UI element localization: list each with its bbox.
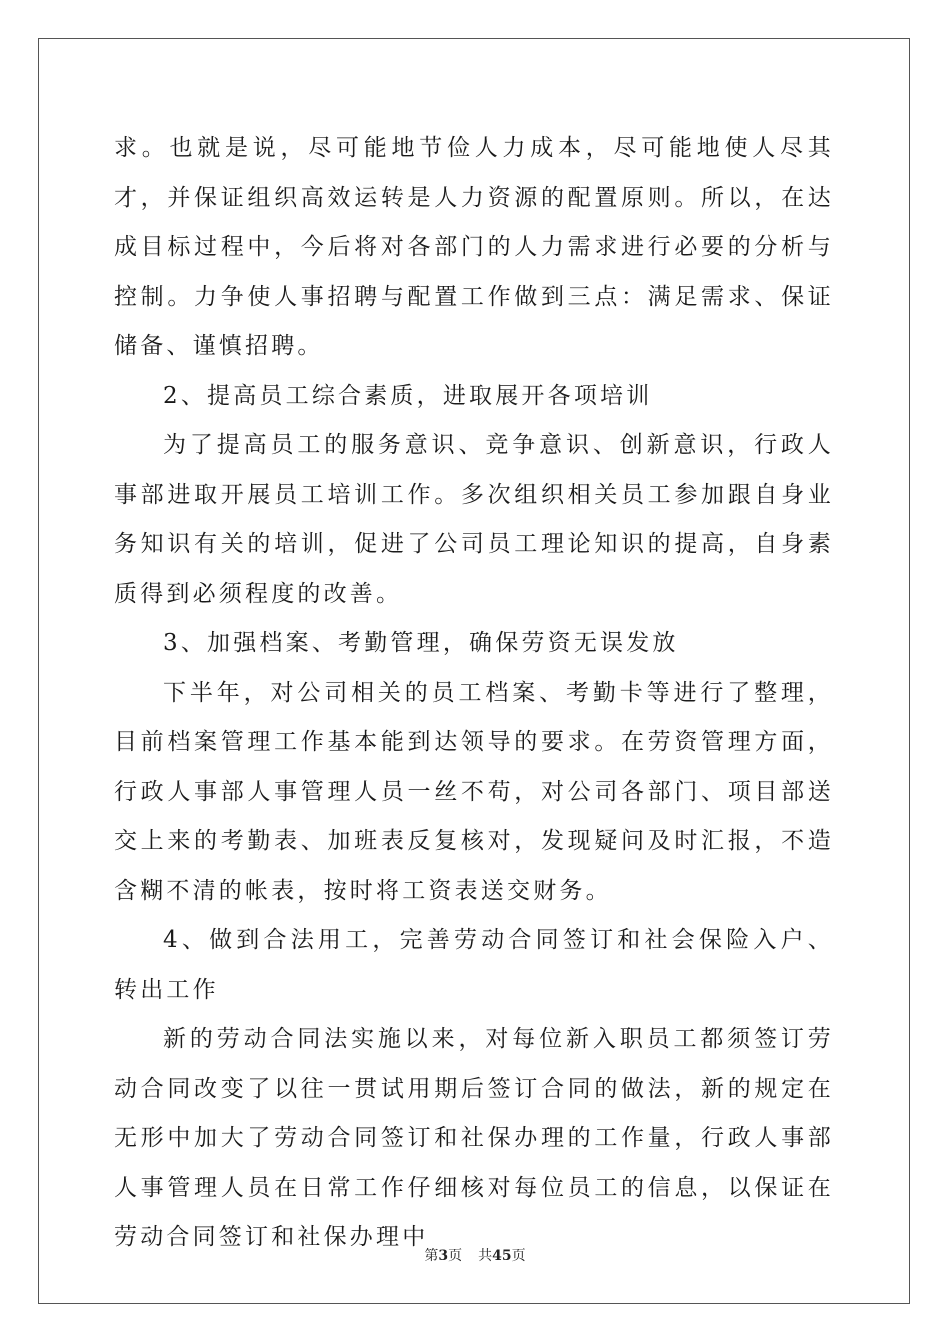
paragraph-archives: 下半年，对公司相关的员工档案、考勤卡等进行了整理，目前档案管理工作基本能到达领导的要求。在劳资管理方面，行政人事部人事管理人员一丝不苟，对公司各部门、项目部送交上来的考勤表、加班表反复核对，发现疑问及时汇报，不造含糊不清的帐表，按时将工资表送交财务。 bbox=[114, 679, 834, 904]
section-heading-3: 3、加强档案、考勤管理，确保劳资无误发放 bbox=[163, 630, 679, 656]
page-number: 3 bbox=[438, 1248, 449, 1264]
page-suffix: 页 bbox=[448, 1248, 463, 1264]
page-footer bbox=[0, 1246, 950, 1266]
section-heading-2: 2、提高员工综合素质，进取展开各项培训 bbox=[163, 382, 653, 409]
total-pages: 45 bbox=[492, 1248, 512, 1264]
total-suffix: 页 bbox=[511, 1248, 526, 1264]
section-heading-4: 4、做到合法用工，完善劳动合同签订和社会保险入户、转出工作 bbox=[114, 927, 834, 1003]
total-prefix: 共 bbox=[478, 1248, 493, 1264]
document-body bbox=[114, 124, 834, 1263]
paragraph-labor-contract: 新的劳动合同法实施以来，对每位新入职员工都须签订劳动合同改变了以往一贯试用期后签订合同的做法，新的规定在无形中加大了劳动合同签订和社保办理的工作量，行政人事部人事管理人员在日常工作仔细核对每位员工的信息，以保证在劳动合同签订和社保办理中 bbox=[114, 1026, 834, 1250]
paragraph-training: 为了提高员工的服务意识、竞争意识、创新意识，行政人事部进取开展员工培训工作。多次组织相关员工参加跟自身业务知识有关的培训，促进了公司员工理论知识的提高，自身素质得到必须程度的改善。 bbox=[114, 432, 834, 607]
page-prefix: 第 bbox=[424, 1248, 439, 1264]
paragraph-continuation: 求。也就是说，尽可能地节俭人力成本，尽可能地使人尽其才，并保证组织高效运转是人力资源的配置原则。所以，在达成目标过程中，今后将对各部门的人力需求进行必要的分析与控制。力争使人事招聘与配置工作做到三点：满足需求、保证储备、谨慎招聘。 bbox=[114, 135, 834, 359]
